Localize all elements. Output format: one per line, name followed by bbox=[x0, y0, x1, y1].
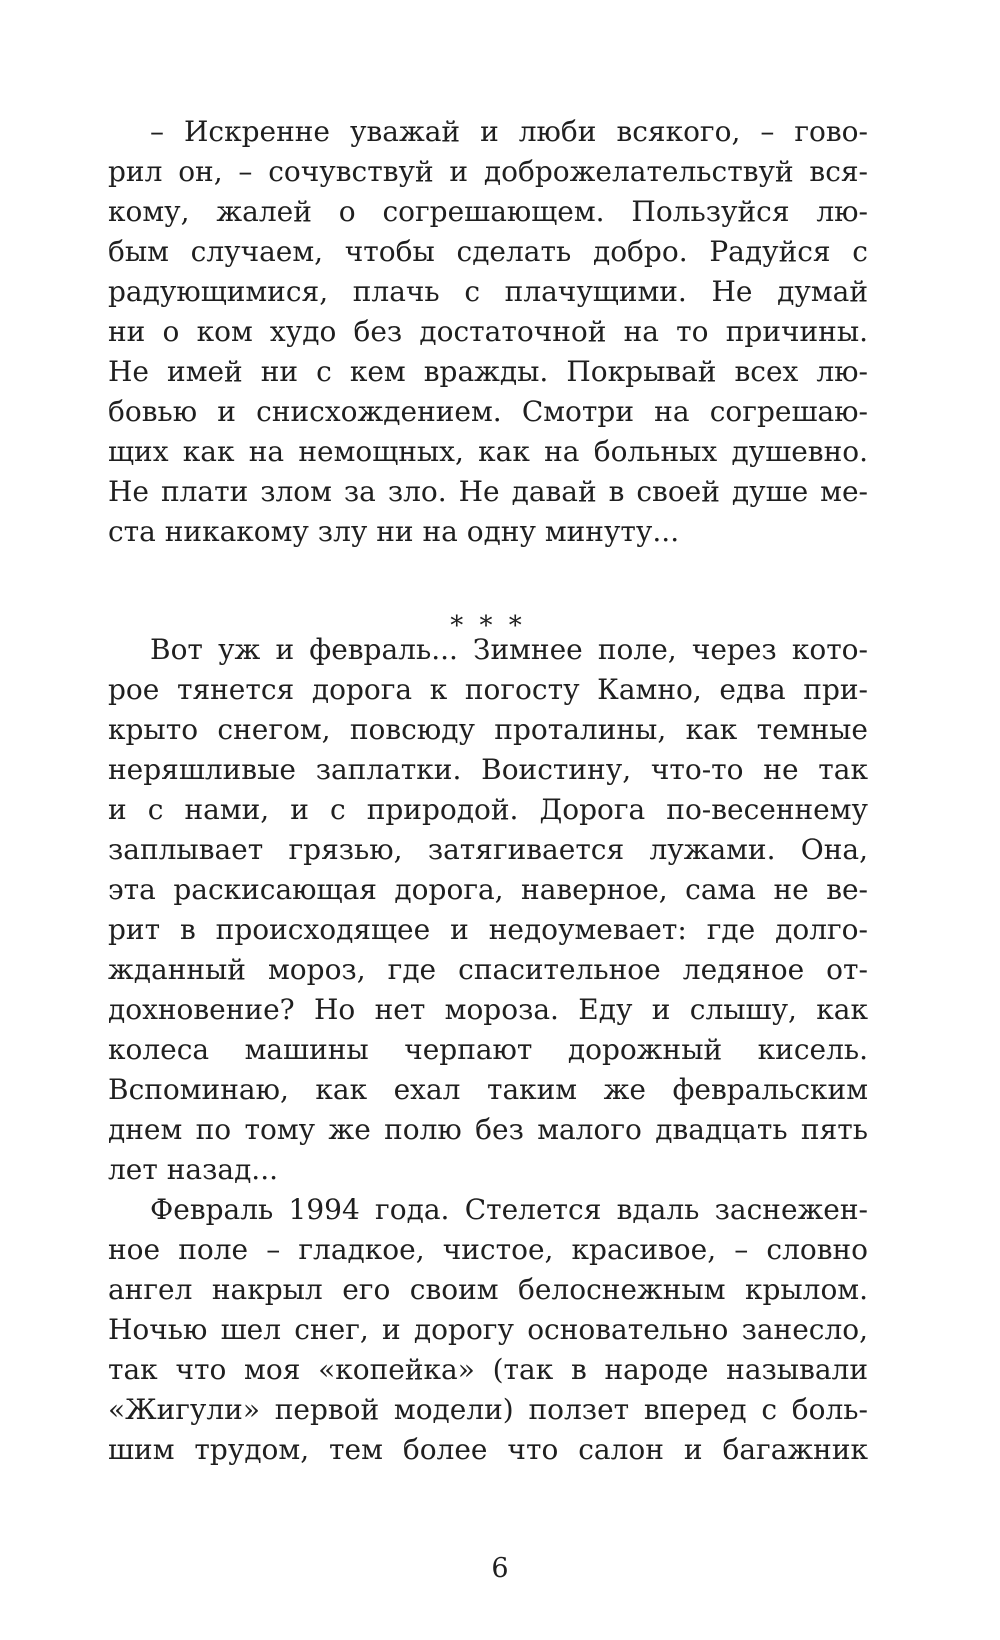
text-line: так что моя «копейка» (так в народе называли bbox=[108, 1353, 868, 1386]
text-line: ста никакому злу ни на одну минуту... bbox=[108, 515, 680, 548]
text-line: Ночью шел снег, и дорогу основательно занесло, bbox=[108, 1313, 868, 1346]
text-line: шим трудом, тем более что салон и багажник bbox=[108, 1433, 868, 1466]
text-line: рил он, – сочувствуй и доброжелательствуй вся- bbox=[108, 155, 868, 188]
text-line: неряшливые заплатки. Воистину, что-то не так bbox=[108, 753, 868, 786]
text-line: эта раскисающая дорога, наверное, сама не ве- bbox=[108, 873, 868, 906]
text-line: крыто снегом, повсюду проталины, как темные bbox=[108, 713, 868, 746]
text-line: ное поле – гладкое, чистое, красивое, – словно bbox=[108, 1233, 868, 1266]
text-line: ни о ком худо без достаточной на то причины. bbox=[108, 315, 868, 348]
text-line: лет назад... bbox=[108, 1153, 279, 1186]
text-line: Не имей ни с кем вражды. Покрывай всех лю- bbox=[108, 355, 868, 388]
text-line: бым случаем, чтобы сделать добро. Радуйся с bbox=[108, 235, 868, 268]
text-line: Февраль 1994 года. Стелется вдаль заснежен- bbox=[150, 1193, 868, 1226]
text-line: дохновение? Но нет мороза. Еду и слышу, как bbox=[108, 993, 868, 1026]
text-line: и с нами, и с природой. Дорога по-весеннему bbox=[108, 793, 868, 826]
text-line: рое тянется дорога к погосту Камно, едва при- bbox=[108, 673, 868, 706]
text-line: «Жигули» первой модели) ползет вперед с боль- bbox=[108, 1393, 868, 1426]
text-line: щих как на немощных, как на больных душевно. bbox=[108, 435, 868, 468]
text-line: Вот уж и февраль... Зимнее поле, через кото- bbox=[150, 633, 868, 666]
text-line: кому, жалей о согрешающем. Пользуйся лю- bbox=[108, 195, 868, 228]
text-line: жданный мороз, где спасительное ледяное от- bbox=[108, 953, 868, 986]
text-line: днем по тому же полю без малого двадцать пять bbox=[108, 1113, 868, 1146]
text-line: Не плати злом за зло. Не давай в своей душе ме- bbox=[108, 475, 868, 508]
text-line: бовью и снисхождением. Смотри на согрешаю- bbox=[108, 395, 868, 428]
section-separator: * * * bbox=[450, 611, 526, 641]
text-line: ангел накрыл его своим белоснежным крылом. bbox=[108, 1273, 868, 1306]
page-number: 6 bbox=[491, 1553, 509, 1584]
text-line: рит в происходящее и недоумевает: где долго- bbox=[108, 913, 868, 946]
text-line: – Искренне уважай и люби всякого, – гово- bbox=[150, 115, 868, 148]
text-line: Вспоминаю, как ехал таким же февральским bbox=[108, 1073, 868, 1106]
text-line: колеса машины черпают дорожный кисель. bbox=[108, 1033, 868, 1066]
text-line: заплывает грязью, затягивается лужами. Она, bbox=[108, 833, 868, 866]
text-line: радующимися, плачь с плачущими. Не думай bbox=[108, 275, 868, 308]
